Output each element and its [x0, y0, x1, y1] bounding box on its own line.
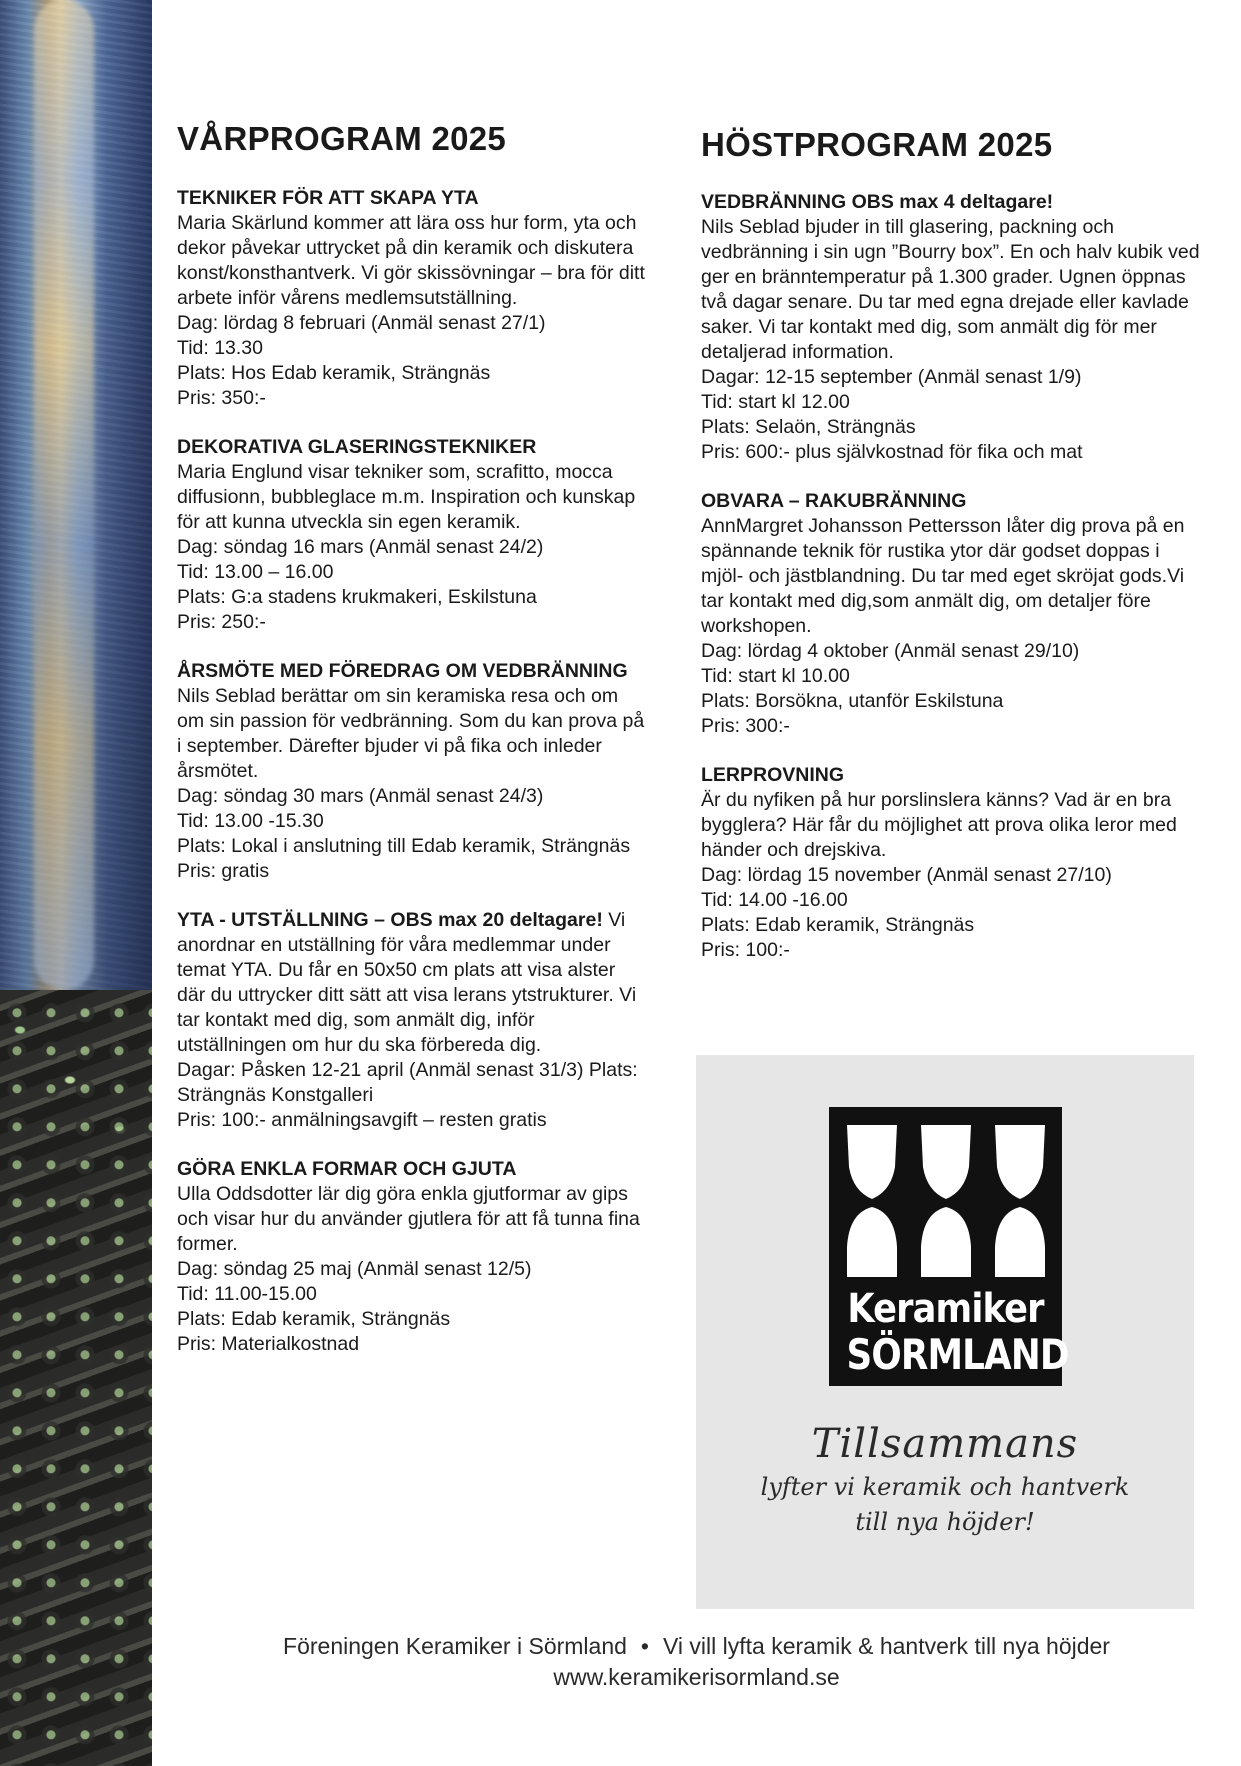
event-time: Tid: 13.00 -15.30	[177, 810, 324, 832]
autumn-program-title: HÖSTPROGRAM 2025	[701, 126, 1053, 163]
slogan-line-2: lyfter vi keramik och hantverk	[760, 1473, 1130, 1501]
event-title: ÅRSMÖTE MED FÖREDRAG OM VEDBRÄNNING	[177, 660, 628, 682]
keramiker-sormland-logo	[829, 1107, 1069, 1386]
spring-event	[177, 659, 647, 884]
footer-line	[152, 1633, 1241, 1660]
event-date: Dag: lördag 4 oktober (Anmäl senast 29/10)	[701, 640, 1080, 662]
spring-event	[177, 908, 647, 1133]
event-place: Plats: Edab keramik, Strängnäs	[177, 1308, 451, 1330]
spring-program-column	[177, 120, 647, 1381]
event-price: Pris: Materialkostnad	[177, 1333, 360, 1355]
event-description: Är du nyfiken på hur porslinslera känns? Vad är en bra bygglera? Här får du möjlighet att prova olika leror med händer och drejskiva.	[701, 789, 1177, 861]
spring-event	[177, 1157, 647, 1357]
event-place: Plats: Borsökna, utanför Eskilstuna	[701, 690, 1004, 712]
event-time: Tid: 14.00 -16.00	[701, 889, 848, 911]
spring-event	[177, 435, 647, 635]
event-time: Tid: start kl 10.00	[701, 665, 850, 687]
event-price: Pris: 350:-	[177, 387, 266, 409]
event-description: Nils Seblad berättar om sin keramiska resa och om om sin passion för vedbränning. Som du kan prova på i september. Därefter bjuder vi på fika och inleder årsmötet.	[177, 685, 645, 782]
event-description: AnnMargret Johansson Pettersson låter dig prova på en spännande teknik för rustika ytor där godset doppas i mjöl- och jästblandning. Du tar med eget skröjat gods.Vi tar kontakt med dig,som anmält dig, om detaljer före workshopen.	[701, 515, 1185, 637]
event-date: Dagar: 12-15 september (Anmäl senast 1/9)	[701, 366, 1082, 388]
event-price: Pris: gratis	[177, 860, 270, 882]
promo-box	[696, 1055, 1194, 1609]
event-date: Dag: söndag 16 mars (Anmäl senast 24/2)	[177, 536, 544, 558]
event-title: TEKNIKER FÖR ATT SKAPA YTA	[177, 187, 479, 209]
event-date: Dag: lördag 15 november (Anmäl senast 27/10)	[701, 864, 1112, 886]
decorative-photo-strip-bottom	[0, 990, 152, 1766]
logo-word-sormland: SÖRMLAND	[846, 1330, 1069, 1379]
event-description: Maria Englund visar tekniker som, scrafitto, mocca diffusionn, bubbleglace m.m. Inspiration och kunskap för att kunna utveckla sin egen keramik.	[177, 461, 636, 533]
event-time: Tid: 11.00-15.00	[177, 1283, 317, 1305]
event-place: Plats: Hos Edab keramik, Strängnäs	[177, 362, 491, 384]
event-price: Pris: 100:-	[701, 939, 790, 961]
event-date: Dag: söndag 25 maj (Anmäl senast 12/5)	[177, 1258, 532, 1280]
event-date-place: Dagar: Påsken 12-21 april (Anmäl senast 31/3) Plats: Strängnäs Konstgalleri	[177, 1059, 638, 1106]
event-title: VEDBRÄNNING OBS max 4 deltagare!	[701, 191, 1054, 213]
event-place: Plats: Edab keramik, Strängnäs	[701, 914, 975, 936]
autumn-event	[701, 190, 1201, 465]
event-description: Maria Skärlund kommer att lära oss hur form, yta och dekor påvekar uttrycket på din keramik och diskutera konst/konsthantverk. Vi gör skissövningar – bra för ditt arbete inför vårens medlemsutställning.	[177, 212, 645, 309]
autumn-event	[701, 489, 1201, 739]
logo-word-keramiker: Keramiker	[847, 1286, 1044, 1332]
decorative-photo-strip-top	[0, 0, 152, 990]
event-price: Pris: 250:-	[177, 611, 266, 633]
footer-separator: •	[640, 1633, 649, 1659]
event-title: LERPROVNING	[701, 764, 845, 786]
footer-org: Föreningen Keramiker i Sörmland	[283, 1633, 627, 1659]
event-description-with-title	[177, 908, 647, 1058]
event-place: Plats: G:a stadens krukmakeri, Eskilstuna	[177, 586, 537, 608]
event-title: YTA - UTSTÄLLNING – OBS max 20 deltagare!	[177, 909, 603, 931]
footer-website-link[interactable]: www.keramikerisormland.se	[553, 1664, 840, 1690]
event-date: Dag: söndag 30 mars (Anmäl senast 24/3)	[177, 785, 544, 807]
event-title: DEKORATIVA GLASERINGSTEKNIKER	[177, 436, 537, 458]
event-time: Tid: 13.30	[177, 337, 263, 359]
event-title: OBVARA – RAKUBRÄNNING	[701, 490, 967, 512]
event-price: Pris: 100:- anmälningsavgift – resten gratis	[177, 1109, 547, 1131]
event-description: Ulla Oddsdotter lär dig göra enkla gjutformar av gips och visar hur du använder gjutlera för att få tunna fina former.	[177, 1183, 640, 1255]
event-place: Plats: Selaön, Strängnäs	[701, 416, 916, 438]
footer-tagline: Vi vill lyfta keramik & hantverk till nya höjder	[662, 1633, 1110, 1659]
spring-program-title: VÅRPROGRAM 2025	[177, 120, 507, 157]
event-time: Tid: 13.00 – 16.00	[177, 561, 334, 583]
slogan-line-3: till nya höjder!	[855, 1508, 1035, 1536]
event-place: Plats: Lokal i anslutning till Edab keramik, Strängnäs	[177, 835, 631, 857]
event-description: Nils Seblad bjuder in till glasering, packning och vedbränning i sin ugn ”Bourry box”. En och halv kubik ved ger en bränntemperatur på 1.300 grader. Ugnen öppnas två dagar senare. Du tar med egna drejade eller kavlade saker. Vi tar kontakt med dig, som anmält dig för mer detaljerad information.	[701, 216, 1200, 363]
slogan-line-1: Tillsammans	[811, 1421, 1079, 1467]
event-date: Dag: lördag 8 februari (Anmäl senast 27/1)	[177, 312, 546, 334]
event-price: Pris: 600:- plus självkostnad för fika och mat	[701, 441, 1083, 463]
autumn-program-column	[701, 120, 1201, 987]
spring-event	[177, 186, 647, 411]
event-time: Tid: start kl 12.00	[701, 391, 850, 413]
event-title: GÖRA ENKLA FORMAR OCH GJUTA	[177, 1158, 517, 1180]
autumn-event	[701, 763, 1201, 963]
event-price: Pris: 300:-	[701, 715, 790, 737]
event-description: Vi anordnar en utställning för våra medlemmar under temat YTA. Du får en 50x50 cm plats att visa alster där du uttrycker ditt sätt att visa lerans ytstrukturer. Vi tar kontakt med dig, som anmält dig, inför utställningen om hur du ska förbereda dig.	[177, 909, 637, 1056]
